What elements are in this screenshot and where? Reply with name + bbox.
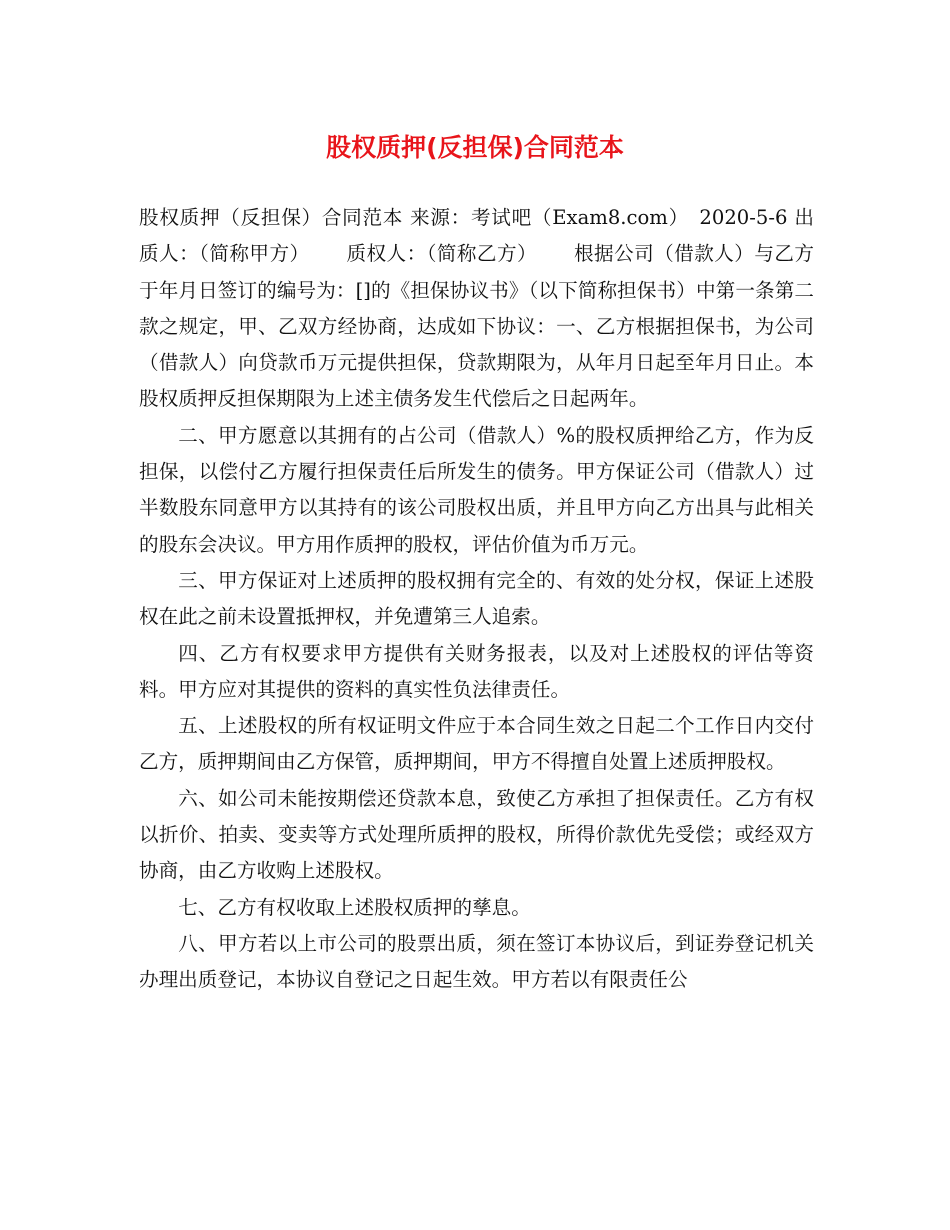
paragraph-clause-4: 四、乙方有权要求甲方提供有关财务报表，以及对上述股权的评估等资料。甲方应对其提供的资料的真实性负法律责任。 [139,641,814,701]
document-body [139,200,814,999]
document-title: 股权质押(反担保)合同范本 [326,133,624,162]
paragraph-clause-5: 五、上述股权的所有权证明文件应于本合同生效之日起二个工作日内交付乙方，质押期间由乙方保管，质押期间，甲方不得擅自处置上述质押股权。 [139,714,814,774]
paragraph-clause-3: 三、甲方保证对上述质押的股权拥有完全的、有效的处分权，保证上述股权在此之前未设置抵押权，并免遭第三人追索。 [139,568,814,629]
paragraph-intro: 股权质押（反担保）合同范本 来源：考试吧（Exam8.com） 2020-5-6 出质人：（简称甲方） 质权人：（简称乙方） 根据公司（借款人）与乙方于年月日签订的编号为：[]的《担保协议书》（以下简称担保书）中第一条第二款之规定，甲、乙双方经协商，达成如下协议：一、乙方根据担保书，为公司（借款人）向贷款币万元提供担保，贷款期限为，从年月日起至年月日止。本股权质押反担保期限为上述主债务发生代偿后之日起两年。 [139,206,814,411]
paragraph-clause-6: 六、如公司未能按期偿还贷款本息，致使乙方承担了担保责任。乙方有权以折价、拍卖、变卖等方式处理所质押的股权，所得价款优先受偿；或经双方协商，由乙方收购上述股权。 [139,786,814,883]
paragraph-clause-7: 七、乙方有权收取上述股权质押的孳息。 [178,895,531,919]
paragraph-clause-2: 二、甲方愿意以其拥有的占公司（借款人）%的股权质押给乙方，作为反担保，以偿付乙方履行担保责任后所发生的债务。甲方保证公司（借款人）过半数股东同意甲方以其持有的该公司股权出质，并且甲方向乙方出具与此相关的股东会决议。甲方用作质押的股权，评估价值为币万元。 [139,423,814,556]
paragraph-clause-8: 八、甲方若以上市公司的股票出质，须在签订本协议后，到证券登记机关办理出质登记，本协议自登记之日起生效。甲方若以有限责任公 [139,931,814,992]
